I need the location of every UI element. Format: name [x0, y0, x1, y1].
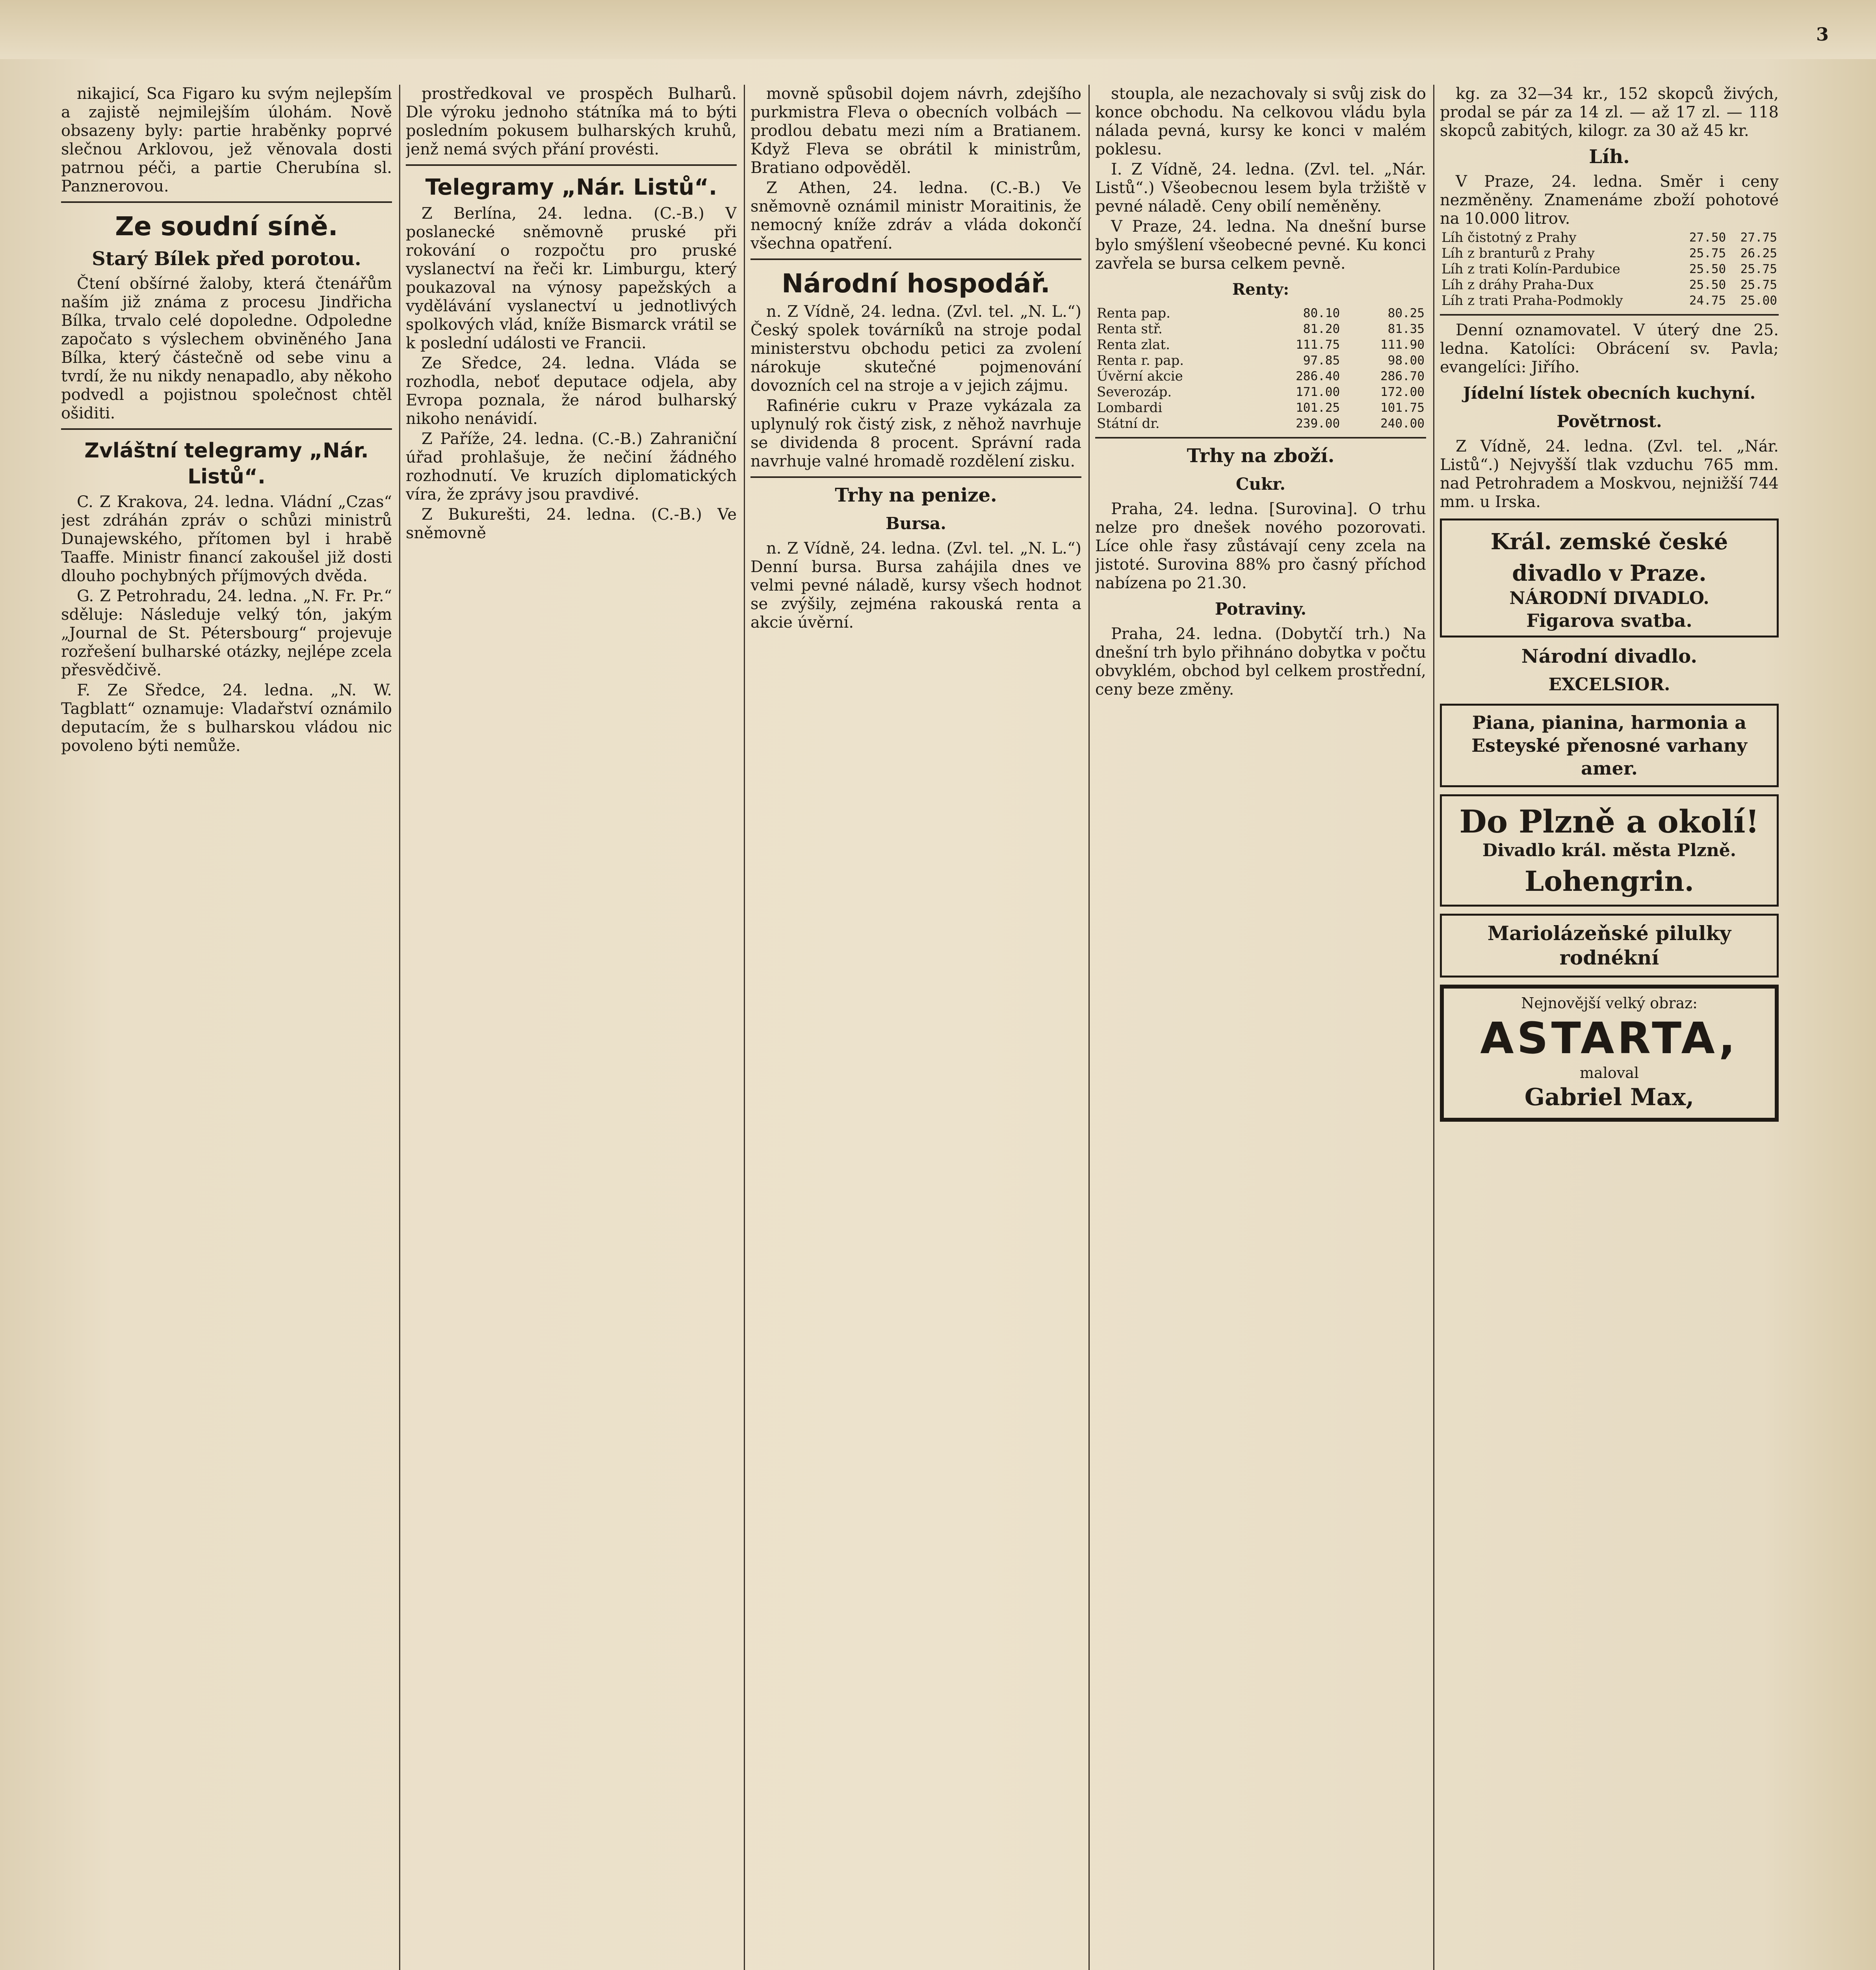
column-2 — [406, 85, 737, 1970]
rate-value: 80.10 — [1303, 306, 1340, 320]
telegram-bucharest: Z Bukurešti, 24. ledna. (C.-B.) Ve sněmovně — [406, 506, 737, 542]
exchange-rates-table — [1095, 305, 1426, 431]
rate-value: 80.25 — [1387, 306, 1425, 320]
rate-value: 97.85 — [1303, 353, 1340, 368]
rate-value: 101.75 — [1380, 401, 1425, 415]
court-subheading: Starý Bílek před porotou. — [92, 248, 361, 270]
telegram-krakow: C. Z Krakova, 24. ledna. Vládní „Czas“ jest zdráhán zpráv o schůzi ministrů Dunajewského, přítomen byl i hrabě Taaffe. Ministr financí zakoušel již dosti dlouho pochybných příjmových dvěda. — [61, 493, 392, 585]
rate-value: 239.00 — [1296, 416, 1340, 431]
column-rule — [1433, 85, 1434, 1970]
food-report: Praha, 24. ledna. (Dobytčí trh.) Na dnešní trh bylo přihnáno dobytka v počtu obvyklém, obchod byl celkem prostřední, ceny beze změny. — [1095, 625, 1426, 699]
alcohol-rate-row — [1440, 230, 1779, 245]
rate-label: Severozáp. — [1097, 384, 1172, 400]
romania-report: movně spůsobil dojem návrh, zdejšího purkmistra Fleva o obecních volbách — prodlou debatu mezi ním a Bratianem. Když Fleva se obrátil k ministrům, Bratiano odpověděl. — [750, 85, 1081, 177]
rate-value: 171.00 — [1296, 385, 1340, 399]
alcohol-rate-row — [1440, 261, 1779, 277]
theatre-title: Král. zemské české divadlo v Praze. — [1490, 529, 1728, 586]
plzen-subtitle: Divadlo král. města Plzně. — [1482, 840, 1737, 860]
rate-label: Líh z dráhy Praha-Dux — [1441, 277, 1594, 293]
rate-value: 24.75 — [1689, 294, 1726, 308]
rates-title: Renty: — [1232, 280, 1289, 299]
telegram-berlin: Z Berlína, 24. ledna. (C.-B.) V poslanecké sněmovně pruské při rokování o rozpočtu pro pruské vyslanectví na řeči kr. Limburgu, který poukazoval na výnosy papežských a vydělávání vyslanectví u jednotlivých spolkových vlád, kníže Bismarck vrátil se k poslední události ve Francii. — [406, 204, 737, 352]
rate-value: 286.70 — [1380, 369, 1425, 383]
rate-value: 25.75 — [1740, 262, 1777, 276]
telegram-sofia: Ze Sředce, 24. ledna. Vláda se rozhodla, neboť deputace odjela, aby Evropa poznala, že národ bulharský nikoho nenávidí. — [406, 354, 737, 428]
rate-label: Lombardi — [1097, 400, 1163, 416]
court-heading: Ze soudní síně. — [115, 211, 338, 242]
rate-value: 286.40 — [1296, 369, 1340, 383]
canteen-heading: Jídelní lístek obecních kuchyní. — [1463, 383, 1756, 403]
plzen-title: Do Plzně a okolí! — [1459, 803, 1759, 840]
rate-label: Renta pap. — [1097, 305, 1170, 321]
piano-ad — [1440, 704, 1779, 787]
bulgaria-report: prostředkoval ve prospěch Bulharů. Dle výroku jednoho státníka má to býti posledním pokusem bulharských kruhů, jenž nemá svých přání provésti. — [406, 85, 737, 158]
telegrams-heading: Telegramy „Nár. Listů“. — [425, 175, 717, 200]
divider — [61, 201, 392, 203]
alcohol-heading: Líh. — [1589, 146, 1630, 168]
pills-title: Mariolázeňské pilulky rodnékní — [1487, 922, 1731, 969]
column-rule — [399, 85, 400, 1970]
economy-article: n. Z Vídně, 24. ledna. (Zvl. tel. „N. L.“) Český spolek továrníků na stroje podal ministerstvu obchodu petici za zvolení nárokuje skutečné pojmenování dovozních cel na stroje a v jejich zájmu. — [750, 303, 1081, 395]
rate-value: 172.00 — [1380, 385, 1425, 399]
astarta-painter: Gabriel Max, — [1524, 1084, 1694, 1111]
national-theatre-ad — [1440, 519, 1779, 637]
telegram-athens: Z Athen, 24. ledna. (C.-B.) Ve sněmovně oznámil ministr Moraitinis, že nemocný kníže zdráv a vláda dokončí všechna opatření. — [750, 179, 1081, 253]
divider — [1440, 314, 1779, 316]
astarta-painted-by: maloval — [1580, 1064, 1639, 1082]
stock-exchange-report: n. Z Vídně, 24. ledna. (Zvl. tel. „N. L.“) Denní bursa. Bursa zahájila dnes ve velmi pevné náladě, kursy všech hodnot se zvýšily, zejména rakouská renta a akcie úvěrní. — [750, 539, 1081, 632]
rate-label: Líh čistotný z Prahy — [1441, 230, 1577, 245]
rate-value: 25.75 — [1689, 246, 1726, 260]
theatre-subtitle: NÁRODNÍ DIVADLO. — [1509, 588, 1709, 608]
national-theatre-play: EXCELSIOR. — [1548, 675, 1670, 695]
rate-value: 25.00 — [1740, 294, 1777, 308]
special-telegrams-heading: Zvláštní telegramy „Nár. Listů“. — [84, 439, 369, 489]
theatre-play: Figarova svatba. — [1526, 610, 1692, 631]
rate-value: 111.90 — [1380, 338, 1425, 352]
alcohol-rate-row — [1440, 245, 1779, 261]
rate-value: 111.75 — [1296, 338, 1340, 352]
market-report: stoupla, ale nezachovaly si svůj zisk do konce obchodu. Na celkovou vládu byla nálada pevná, kursy ke konci v malém poklesu. — [1095, 85, 1426, 158]
pills-ad — [1440, 914, 1779, 978]
rate-label: Líh z branturů z Prahy — [1441, 245, 1595, 261]
rate-label: Líh z trati Kolín-Pardubice — [1441, 261, 1620, 277]
plzen-play: Lohengrin. — [1525, 865, 1694, 898]
economy-heading: Národní hospodář. — [782, 268, 1050, 299]
rate-row — [1095, 321, 1426, 337]
rate-row — [1095, 337, 1426, 353]
alcohol-rates-table — [1440, 230, 1779, 309]
sugar-report: Praha, 24. ledna. [Surovina]. O trhu nelze pro dnešek nového pozorovati. Líce ohle řasy zůstávají ceny zcela na jistoté. Surovina 88% pro časný příchod nabízena po 21.30. — [1095, 500, 1426, 592]
alcohol-report: V Praze, 24. ledna. Směr i ceny nezměněny. Znamenáme zboží pohotové na 10.000 litrov. — [1440, 173, 1779, 228]
piano-ad-text: Piana, pianina, harmonia a Esteyské přenosné varhany amer. — [1471, 712, 1747, 779]
rate-label: Renta zlat. — [1097, 337, 1170, 353]
astarta-ad — [1440, 985, 1779, 1122]
rate-row — [1095, 384, 1426, 400]
rate-label: Líh z trati Praha-Podmokly — [1441, 293, 1623, 309]
rate-label: Renta r. pap. — [1097, 353, 1184, 368]
alcohol-rate-row — [1440, 277, 1779, 293]
alcohol-rate-row — [1440, 293, 1779, 309]
court-report: Čtení obšírné žaloby, která čtenářům naším již známa z procesu Jindřicha Bílka, trvalo celé dopoledne. Odpoledne započato s výslechem obviněného Jana Bílka, který částečně od sebe vinu a tvrdí, že nu nikdy nenapadlo, aby někoho podvedl a pojistnou společnost chtěl ošiditi. — [61, 275, 392, 422]
money-markets-heading: Trhy na penize. — [835, 484, 997, 506]
rate-row — [1095, 305, 1426, 321]
vienna-report: I. Z Vídně, 24. ledna. (Zvl. tel. „Nár. Listů“.) Všeobecnou lesem byla tržiště v pevné náladě. Ceny obilí neměněny. — [1095, 160, 1426, 216]
cattle-report: kg. za 32—34 kr., 152 skopců živých, prodal se pár za 14 zl. — až 17 zl. — 118 skopců zabitých, kilogr. za 30 až 45 kr. — [1440, 85, 1779, 140]
national-theatre-heading: Národní divadlo. — [1521, 645, 1698, 667]
column-3 — [750, 85, 1081, 1970]
column-4 — [1095, 85, 1426, 1970]
rate-value: 81.20 — [1303, 322, 1340, 336]
rate-row — [1095, 368, 1426, 384]
column-rule — [1088, 85, 1090, 1970]
prague-report: V Praze, 24. ledna. Na dnešní burse bylo smýšlení všeobecné pevné. Ku konci zavřela se bursa celkem pevně. — [1095, 217, 1426, 273]
divider — [750, 258, 1081, 260]
rate-row — [1095, 400, 1426, 416]
economy-article-2: Rafinérie cukru v Praze vykázala za uplynulý rok čistý zisk, z něhož navrhuje se dividenda 8 procent. Správní rada navrhuje valné hromadě rozdělení zisku. — [750, 397, 1081, 470]
stock-exchange-subheading: Bursa. — [886, 514, 946, 533]
telegram-paris: Z Paříže, 24. ledna. (C.-B.) Zahraniční úřad prohlašuje, že nečiní žádného rozhodnutí. Ve kruzích diplomatických víra, že zprávy jsou pravdivé. — [406, 430, 737, 504]
page-number: 3 — [1816, 24, 1829, 45]
rate-label: Renta stř. — [1097, 321, 1163, 337]
rate-value: 101.25 — [1296, 401, 1340, 415]
rate-value: 25.75 — [1740, 278, 1777, 292]
rate-value: 25.50 — [1689, 278, 1726, 292]
rate-label: Státní dr. — [1097, 416, 1160, 431]
theatre-review-end: nikajicí, Sca Figaro ku svým nejlepším a zajistě nejmilejším úlohám. Nově obsazeny byly: partie hraběnky poprvé slečnou Arklovou, jež věnovala dosti patrnou péči, a partie Cherubína sl. Panznerovou. — [61, 85, 392, 195]
rate-value: 240.00 — [1380, 416, 1425, 431]
food-subheading: Potraviny. — [1215, 599, 1307, 619]
daily-calendar: Denní oznamovatel. V úterý dne 25. ledna. Katolíci: Obrácení sv. Pavla; evangelíci: Jiřího. — [1440, 321, 1779, 376]
astarta-title: ASTARTA, — [1480, 1013, 1739, 1063]
page-top-margin — [0, 0, 1876, 59]
weather-report: Z Vídně, 24. ledna. (Zvl. tel. „Nár. Listů“.) Nejvyšší tlak vzduchu 765 mm. nad Petrohradem a Moskvou, nejnižší 744 mm. u Irska. — [1440, 437, 1779, 511]
rate-value: 27.50 — [1689, 230, 1726, 245]
rate-value: 26.25 — [1740, 246, 1777, 260]
rate-value: 98.00 — [1387, 353, 1425, 368]
goods-markets-heading: Trhy na zboží. — [1187, 445, 1335, 467]
astarta-intro: Nejnovější velký obraz: — [1521, 994, 1698, 1012]
rate-row — [1095, 416, 1426, 431]
rate-row — [1095, 353, 1426, 368]
divider — [61, 428, 392, 430]
sugar-subheading: Cukr. — [1236, 474, 1285, 494]
column-rule — [744, 85, 745, 1970]
weather-heading: Povětrnost. — [1557, 412, 1662, 431]
rate-value: 81.35 — [1387, 322, 1425, 336]
telegram-sofia: F. Ze Sředce, 24. ledna. „N. W. Tagblatt“ oznamuje: Vladařství oznámilo deputacím, že s bulharskou vládou nic povoleno býti nemůže. — [61, 681, 392, 755]
column-1 — [61, 85, 392, 1970]
divider — [1095, 437, 1426, 439]
rate-value: 25.50 — [1689, 262, 1726, 276]
rate-value: 27.75 — [1740, 230, 1777, 245]
telegram-petersburg: G. Z Petrohradu, 24. ledna. „N. Fr. Pr.“ sděluje: Následuje velký tón, jakým „Journal de St. Pétersbourg“ projevuje rozřešení bulharské otázky, nejlépe zcela přesvědčivě. — [61, 587, 392, 679]
plzen-theatre-ad — [1440, 794, 1779, 907]
rate-label: Úvěrní akcie — [1097, 368, 1183, 384]
divider — [406, 164, 737, 166]
column-5 — [1440, 85, 1779, 1970]
divider — [750, 476, 1081, 478]
